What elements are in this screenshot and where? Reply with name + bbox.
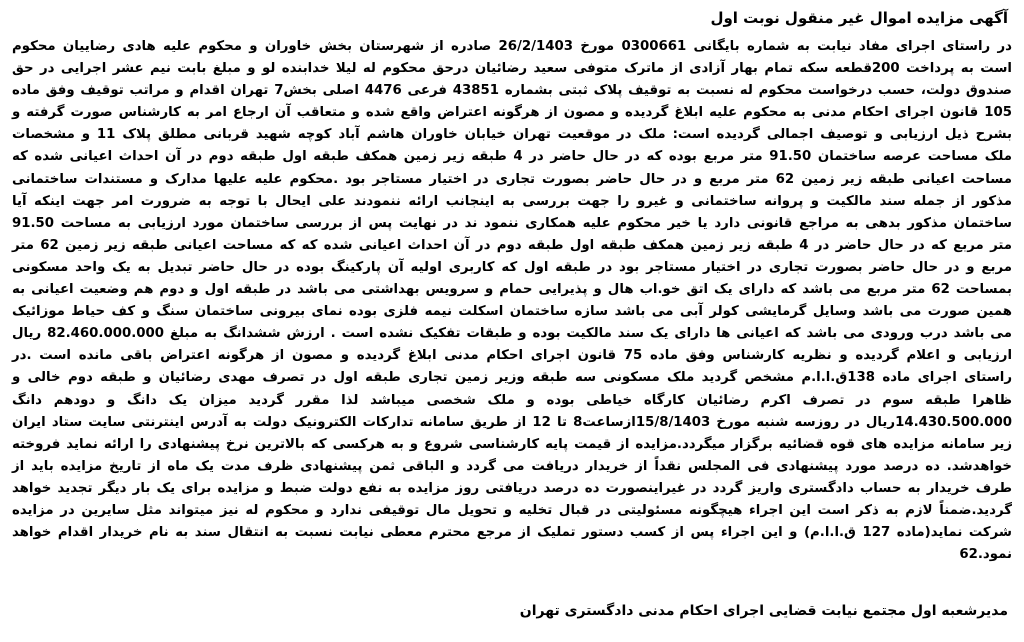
notice-body: در راستای اجرای مفاد نیابت به شماره بایگانی 0300661 مورخ 26/2/1403 صادره از شهرستان بخش خاوران و محکوم علیه هادی رضاییان محکوم است به پرداخت 200قطعه سکه تمام بهار آزادی از ماترک متوفی سعید رضائیان درحق محکوم له لیلا خدابنده لو و مبلغ بابت نیم عشر اجرایی در حق صندوق دولت، حسب درخواست محکوم له نسبت به توقیف پلاک ثبتی بشماره 43851 فرعی 4476 اصلی بخش7 تهران اقدام و مراتب توقیف وفق ماده 105 قانون اجرای احکام مدنی به محکوم علیه ابلاغ گردیده و مصون از هرگونه اعتراض واقع شده و متعاقب آن ارجاع امر به کارشناس صورت گرفته و بشرح ذیل ارزیابی و توصیف اجمالی گردیده است: ملک در موقعیت تهران خیابان خاوران هاشم آباد کوچه شهید قربانی مطلق پلاک 11 و مشخصات ملک مساحت عرصه ساختمان 91.50 متر مربع بوده که در حال حاضر در 4 طبقه زیر زمین همکف طبقه اول طبقه دوم در آن احداث اعیانی شده که مساحت اعیانی طبقه زیر زمین 62 متر مربع و در حال حاضر بصورت تجاری در اختیار مستاجر بود .محکوم علیه علیها مدارک و مستندات ساختمانی مذکور از جمله سند مالکیت و پروانه ساختمانی و غیرو را جهت بررسی به اینجانب ارائه ننمودند علی ایحال با توجه به ضرورت امر جهت اینکه آیا ساختمان مذکور بدهی به مراجع قانونی دارد یا خیر محکوم علیه همکاری ننمود ند در نهایت پس از بررسی ساختمان مورد ارزیابی به مساحت 91.50 متر مربع که در حال حاضر در 4 طبقه زیر زمین همکف طبقه اول طبقه دوم در آن احداث اعیانی شده که که مساحت اعیانی طبقه زیر زمین 62 متر مربع و در حال حاضر بصورت تجاری در اختیار مستاجر بود در طبقه اول که کاربری اولیه آن پارکینگ بوده در حال حاضر تبدیل به یک واحد مسکونی بمساحت 62 متر مربع می باشد که دارای یک اتق خو.اب هال و پذیرایی حمام و سرویس بهداشتی می باشد در طبقه اول و دوم هم وضعیت اعیانی به همین صورت می باشد وسایل گرمایشی کولر آبی می باشد سازه ساختمان اسکلت نیمه فلزی بوده نمای بیرونی ساختمان سنگ و کف حیاط موزائیک می باشد درب ورودی می باشد که اعیانی ها دارای یک سند مالکیت بوده و طبقات تفکیک نشده است . ارزش ششدانگ به مبلغ 82.460.000.000 ریال ارزیابی و اعلام گردیده و نظریه کارشناس وفق ماده 75 قانون اجرای احکام مدنی ابلاغ گردیده و مصون از هرگونه اعتراض باقی مانده است .در راستای اجرای ماده 138ق.ا.ا.م مشخص گردید ملک مسکونی سه طبقه وزیر زمین تجاری طبقه اول در تصرف مهدی رضائیان و طبقه دوم خالی و ظاهرا طبقه سوم در تصرف اکرم رضائیان کارگاه خیاطی بوده و ملک شخصی میباشد لذا مقرر گردید میزان یک دانگ و دودهم دانگ 14.430.500.000ریال در روزسه شنبه مورخ 15/8/1403ازساعت8 تا 12 از طریق سامانه تدارکات الکترونیک دولت به آدرس اینترنتی سایت ستاد ایران زیر سامانه مزایده های قوه قضائیه برگزار میگردد.مزایده از قیمت پایه کارشناسی شروع و به هرکسی که بالاترین نرخ پیشنهادی را ارائه نماید فروخته خواهدشد. ده درصد مورد پیشنهادی فی المجلس نقداً از خریدار دریافت می گردد و الباقی ثمن پیشنهادی ظرف مدت یک ماه از تاریخ مزایده باید از طرف خریدار به حساب دادگستری واریز گردد در غیراینصورت ده درصد دریافتی روز مزایده به نفع دولت ضبط و مزایده برای یک بار دیگر تجدید خواهد گردید.ضمناً لازم به ذکر است این اجراء هیچگونه مسئولیتی در قبال تخلیه و تحویل مال توقیفی ندارد و محکوم له نیز میتواند مثل سایرین در مزایده شرکت نماید(ماده 127 ق.ا.ا.م) و این اجراء پس از کسب دستور تملیک از مرجع محترم معطی نیابت نسبت به انتقال سند به نام خریدار اقدام خواهد نمود.62 xyxy=(12,39,1013,563)
notice-signature: مدیرشعبه اول مجتمع نیابت قضایی اجرای احکام مدنی دادگستری تهران xyxy=(519,603,1008,619)
notice-title: آگهی مزایده اموال غیر منقول نوبت اول xyxy=(710,9,1008,27)
